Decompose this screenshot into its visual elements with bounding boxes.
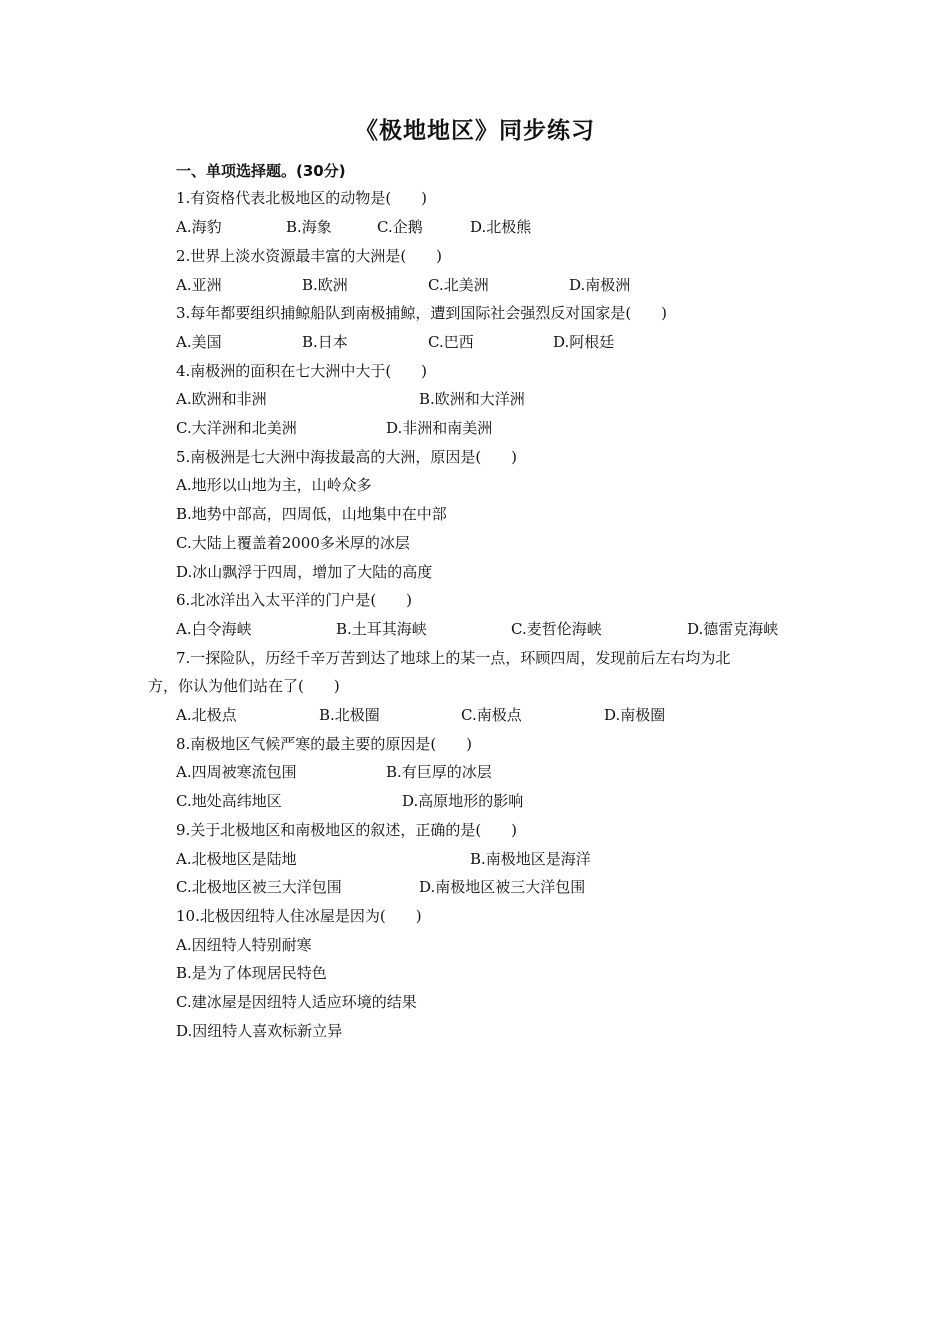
question-stem: 8.南极地区气候严寒的最主要的原因是( ) xyxy=(176,735,473,753)
question-stem: 6.北冰洋出入太平洋的门户是( ) xyxy=(176,591,413,609)
question-stem: 2.世界上淡水资源最丰富的大洲是( ) xyxy=(176,247,443,265)
option: D.阿根廷 xyxy=(553,333,615,351)
option: C.北美洲 xyxy=(428,276,489,294)
option: B.北极圈 xyxy=(319,706,380,724)
option: D.南极圈 xyxy=(604,706,666,724)
section-heading: 一、单项选择题。(30分) xyxy=(176,162,346,180)
option: A.欧洲和非洲 xyxy=(176,390,267,408)
option: A.北极地区是陆地 xyxy=(176,850,297,868)
option: A.海豹 xyxy=(176,218,222,236)
option: B.日本 xyxy=(302,333,348,351)
option: A.地形以山地为主，山岭众多 xyxy=(176,476,372,494)
option: C.地处高纬地区 xyxy=(176,792,282,810)
option: A.美国 xyxy=(176,333,222,351)
question-stem: 4.南极洲的面积在七大洲中大于( ) xyxy=(176,362,428,380)
option: C.麦哲伦海峡 xyxy=(511,620,602,638)
option: B.欧洲 xyxy=(302,276,348,294)
option: B.土耳其海峡 xyxy=(336,620,427,638)
question-stem: 1.有资格代表北极地区的动物是( ) xyxy=(176,189,428,207)
question-stem: 3.每年都要组织捕鲸船队到南极捕鲸，遭到国际社会强烈反对国家是( ) xyxy=(176,304,668,322)
option: D.因纽特人喜欢标新立异 xyxy=(176,1022,343,1040)
document-title: 《极地地区》同步练习 xyxy=(355,118,595,144)
option: C.大陆上覆盖着2000多米厚的冰层 xyxy=(176,534,410,552)
question-stem: 5.南极洲是七大洲中海拔最高的大洲，原因是( ) xyxy=(176,448,518,466)
option: B.有巨厚的冰层 xyxy=(386,763,492,781)
option: D.北极熊 xyxy=(470,218,532,236)
option: A.四周被寒流包围 xyxy=(176,763,297,781)
option: D.非洲和南美洲 xyxy=(386,419,493,437)
option: C.南极点 xyxy=(461,706,522,724)
option: D.高原地形的影响 xyxy=(402,792,524,810)
option: D.冰山飘浮于四周，增加了大陆的高度 xyxy=(176,563,433,581)
question-stem: 10.北极因纽特人住冰屋是因为( ) xyxy=(176,907,422,925)
option: C.大洋洲和北美洲 xyxy=(176,419,297,437)
option: D.南极地区被三大洋包围 xyxy=(419,878,586,896)
option: B.南极地区是海洋 xyxy=(470,850,591,868)
option: B.是为了体现居民特色 xyxy=(176,964,327,982)
option: A.白令海峡 xyxy=(176,620,252,638)
option: B.地势中部高，四周低，山地集中在中部 xyxy=(176,505,447,523)
option: A.亚洲 xyxy=(176,276,222,294)
option: B.欧洲和大洋洲 xyxy=(419,390,525,408)
option: C.企鹅 xyxy=(377,218,423,236)
option: C.建冰屋是因纽特人适应环境的结果 xyxy=(176,993,417,1011)
question-stem: 9.关于北极地区和南极地区的叙述，正确的是( ) xyxy=(176,821,518,839)
option: D.南极洲 xyxy=(569,276,631,294)
option: A.北极点 xyxy=(176,706,237,724)
option: C.北极地区被三大洋包围 xyxy=(176,878,342,896)
option: A.因纽特人特别耐寒 xyxy=(176,936,312,954)
question-stem-continued: 方，你认为他们站在了( ) xyxy=(148,677,340,695)
option: C.巴西 xyxy=(428,333,474,351)
option: B.海象 xyxy=(286,218,332,236)
option: D.德雷克海峡 xyxy=(687,620,779,638)
question-stem: 7.一探险队，历经千辛万苦到达了地球上的某一点，环顾四周，发现前后左右均为北 xyxy=(176,649,731,667)
